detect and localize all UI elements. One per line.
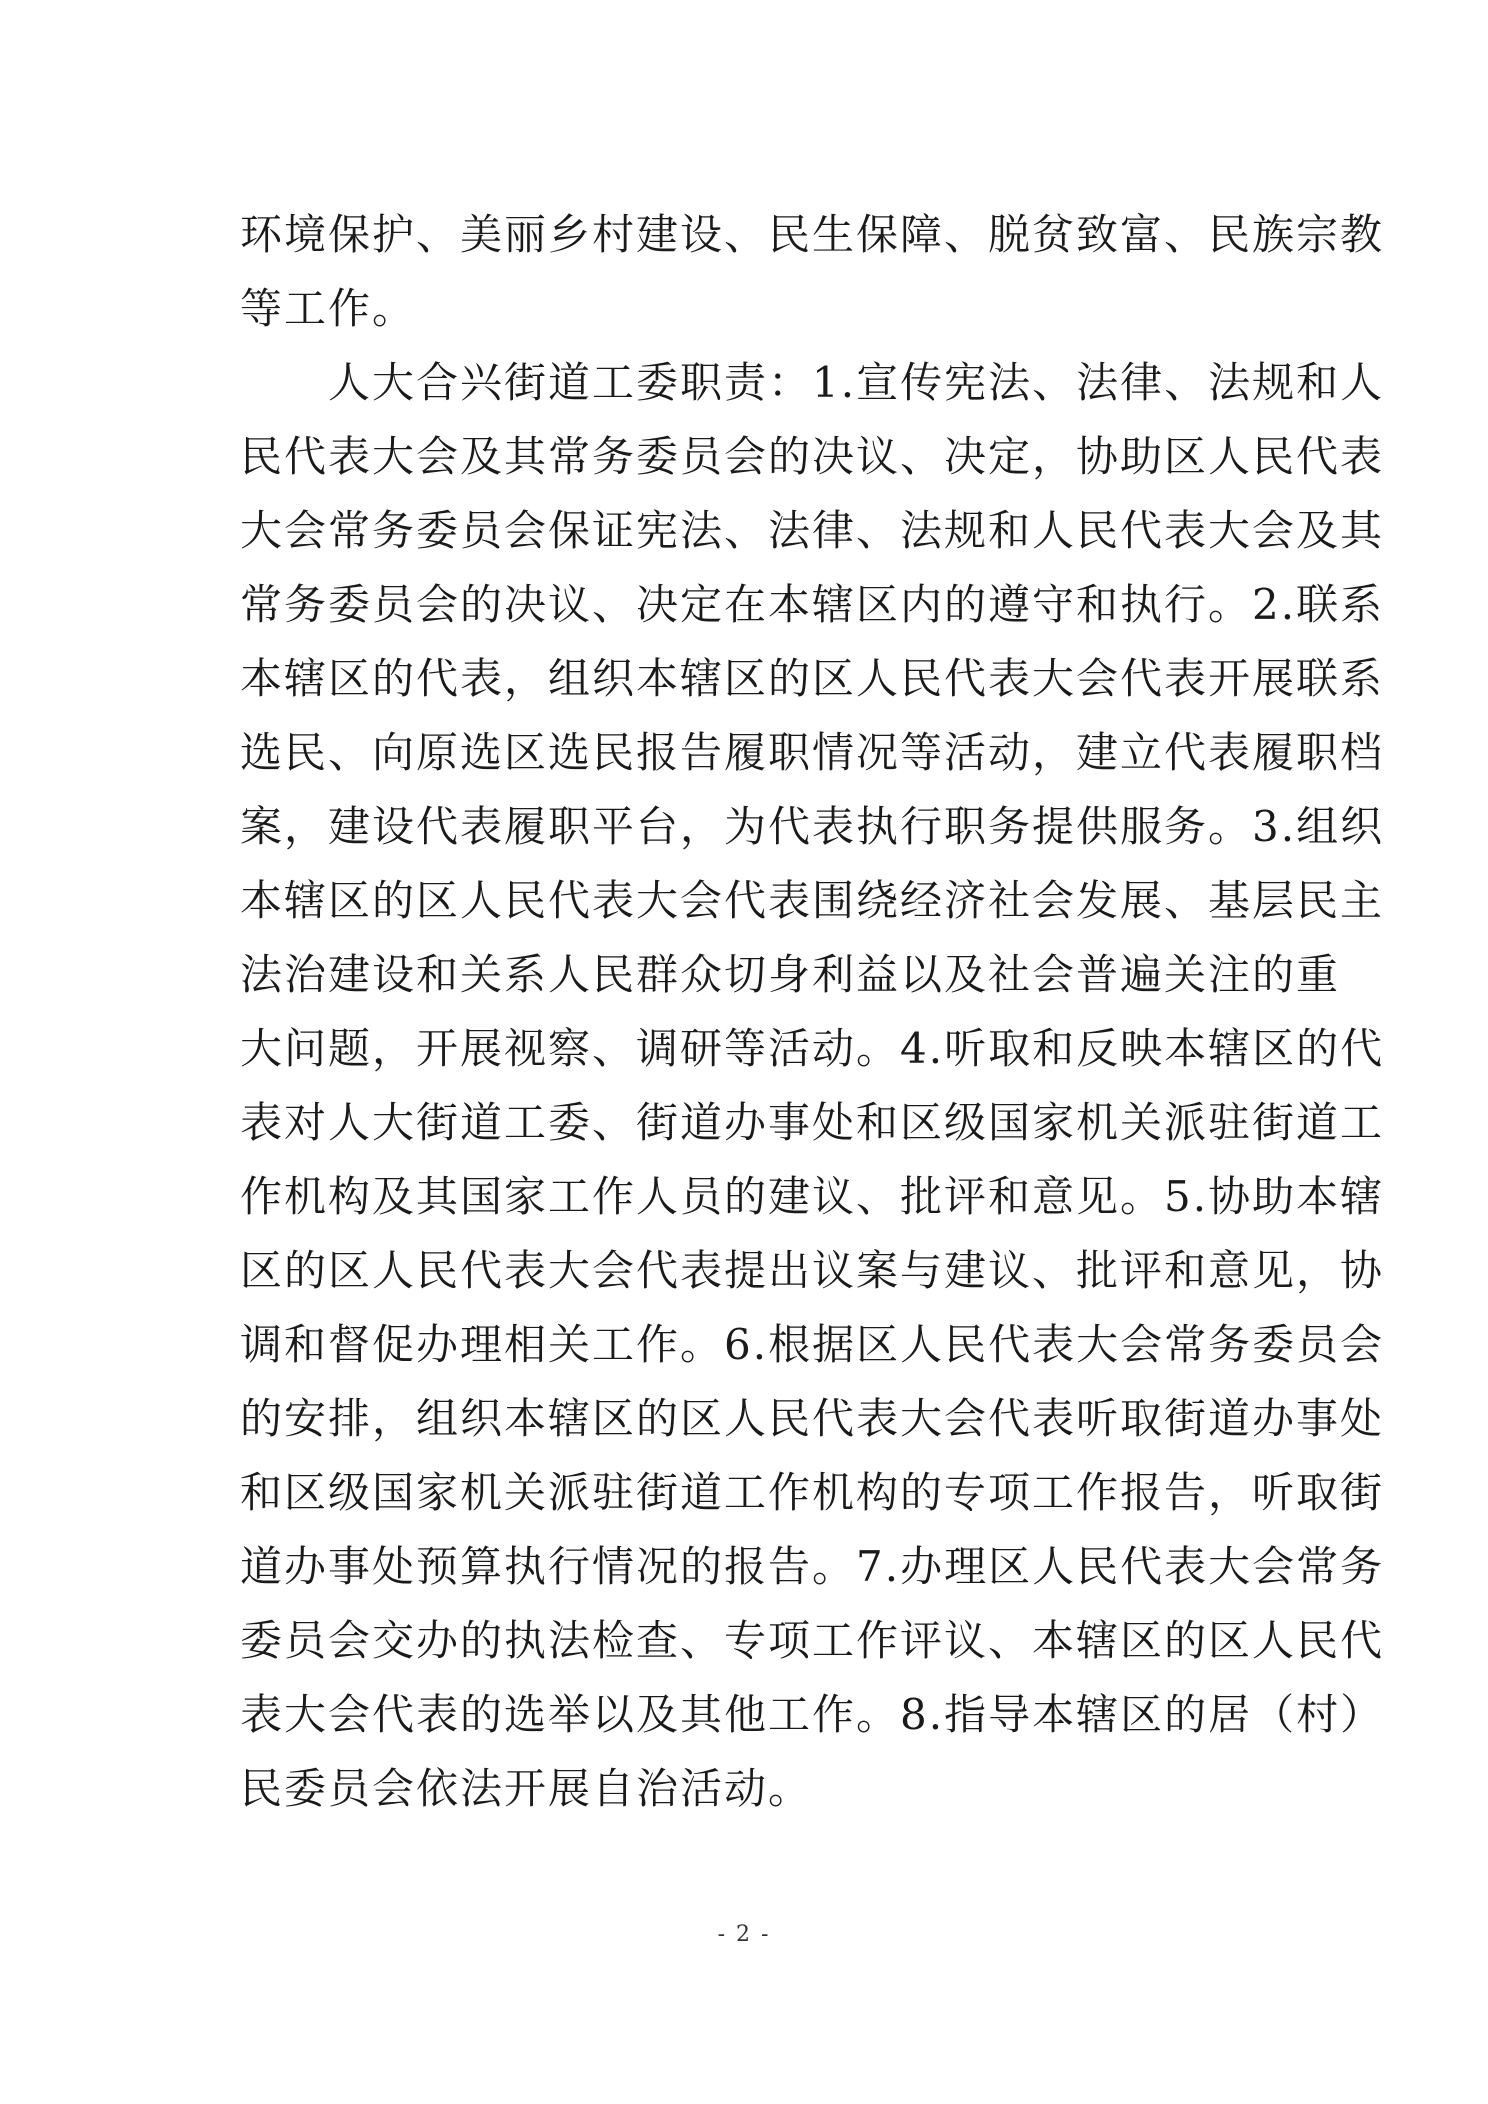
text-line: 的安排，组织本辖区的区人民代表大会代表听取街道办事处: [240, 1394, 1385, 1443]
text-line: 大会常务委员会保证宪法、法律、法规和人民代表大会及其: [240, 506, 1385, 555]
text-line: 委员会交办的执法检查、专项工作评议、本辖区的区人民代: [240, 1616, 1385, 1665]
text-line: 作机构及其国家工作人员的建议、批评和意见。5.协助本辖: [240, 1172, 1385, 1221]
text-line: 道办事处预算执行情况的报告。7.办理区人民代表大会常务: [240, 1542, 1385, 1591]
text-line: 区的区人民代表大会代表提出议案与建议、批评和意见，协: [240, 1246, 1385, 1295]
body-text: [240, 198, 1385, 1826]
text-line: 本辖区的代表，组织本辖区的区人民代表大会代表开展联系: [240, 654, 1385, 703]
text-line: 本辖区的区人民代表大会代表围绕经济社会发展、基层民主: [240, 876, 1385, 925]
text-line: 案，建设代表履职平台，为代表执行职务提供服务。3.组织: [240, 802, 1385, 851]
text-line: 和区级国家机关派驻街道工作机构的专项工作报告，听取街: [240, 1468, 1385, 1517]
text-line: 大问题，开展视察、调研等活动。4.听取和反映本辖区的代: [240, 1024, 1385, 1073]
text-line: 选民、向原选区选民报告履职情况等活动，建立代表履职档: [240, 728, 1385, 777]
text-line: 民代表大会及其常务委员会的决议、决定，协助区人民代表: [240, 432, 1385, 481]
text-line: 民委员会依法开展自治活动。: [240, 1764, 813, 1813]
text-line: 等工作。: [240, 284, 417, 333]
text-line: 法治建设和关系人民群众切身利益以及社会普遍关注的重: [240, 950, 1341, 999]
text-line: 表对人大街道工委、街道办事处和区级国家机关派驻街道工: [240, 1098, 1385, 1147]
text-line: 表大会代表的选举以及其他工作。8.指导本辖区的居（村）: [240, 1690, 1385, 1739]
text-line: 人大合兴街道工委职责：1.宣传宪法、法律、法规和人: [240, 358, 1385, 407]
text-line: 调和督促办理相关工作。6.根据区人民代表大会常务委员会: [240, 1320, 1385, 1369]
text-line: 常务委员会的决议、决定在本辖区内的遵守和执行。2.联系: [240, 580, 1385, 629]
text-line: 环境保护、美丽乡村建设、民生保障、脱贫致富、民族宗教: [240, 210, 1385, 259]
page-number: - 2 -: [717, 1922, 771, 1947]
